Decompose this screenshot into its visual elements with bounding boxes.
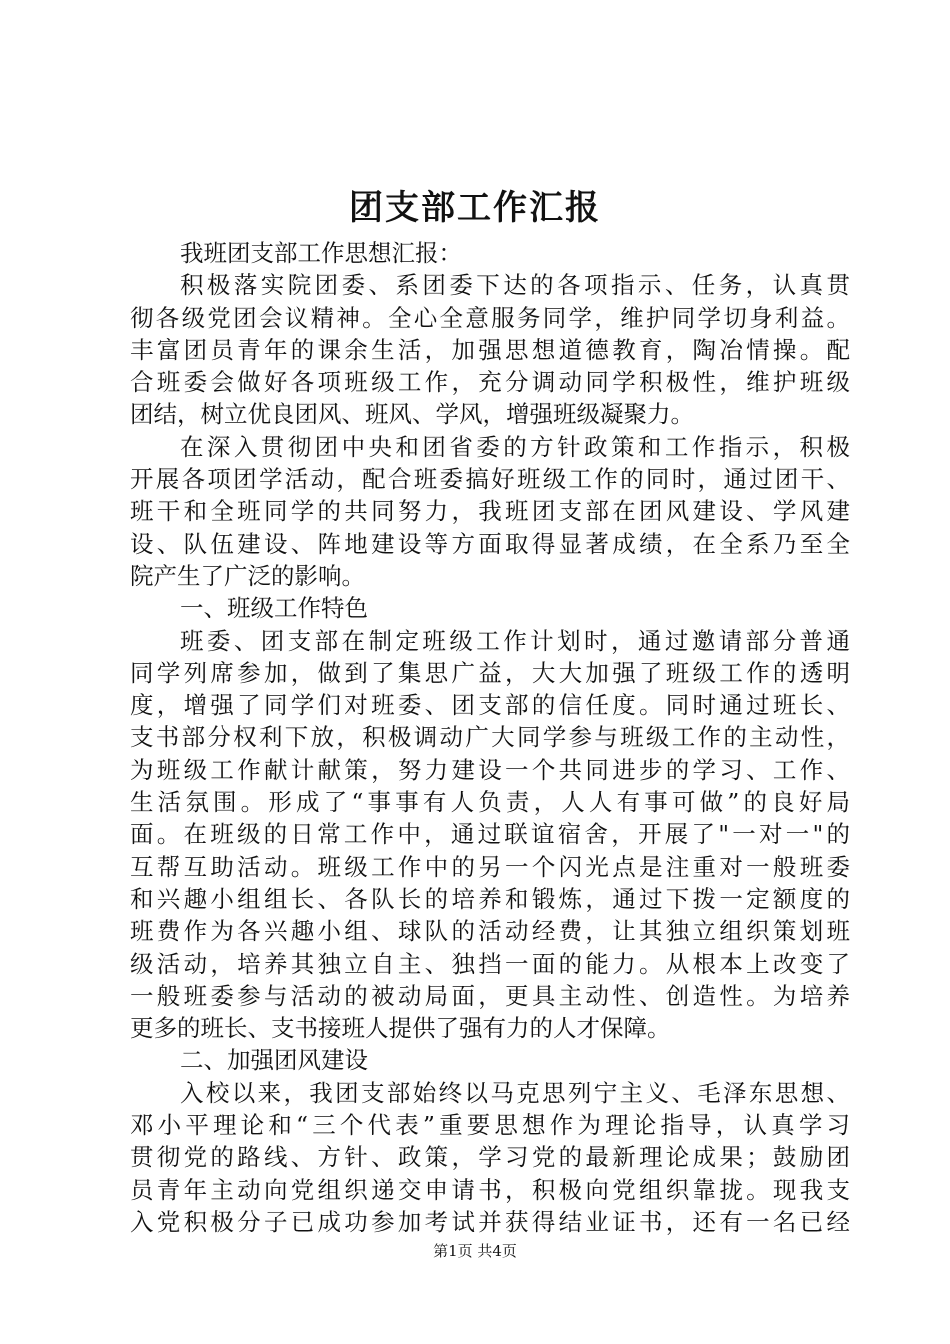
text-line: 设、队伍建设、阵地建设等方面取得显著成绩，在全系乃至全: [130, 529, 850, 558]
text-line: 在深入贯彻团中央和团省委的方针政策和工作指示，积极: [180, 432, 850, 461]
text-line: 一、班级工作特色: [180, 594, 368, 623]
text-line: 邓小平理论和“三个代表”重要思想作为理论指导，认真学习: [130, 1111, 850, 1140]
text-line: 同学列席参加，做到了集思广益，大大加强了班级工作的透明: [130, 658, 850, 687]
page-footer: 第1页 共4页: [433, 1242, 517, 1260]
text-line: 班费作为各兴趣小组、球队的活动经费，让其独立组织策划班: [130, 917, 850, 946]
text-line: 丰富团员青年的课余生活，加强思想道德教育，陶冶情操。配: [130, 335, 850, 364]
text-line: 支书部分权利下放，积极调动广大同学参与班级工作的主动性，: [130, 723, 850, 752]
text-line: 彻各级党团会议精神。全心全意服务同学，维护同学切身利益。: [130, 303, 850, 332]
text-line: 贯彻党的路线、方针、政策，学习党的最新理论成果；鼓励团: [130, 1143, 850, 1172]
text-line: 合班委会做好各项班级工作，充分调动同学积极性，维护班级: [130, 368, 850, 397]
text-line: 入党积极分子已成功参加考试并获得结业证书，还有一名已经: [130, 1207, 850, 1236]
text-line: 为班级工作献计献策，努力建设一个共同进步的学习、工作、: [130, 755, 850, 784]
text-line: 面。在班级的日常工作中，通过联谊宿舍，开展了"一对一"的: [130, 820, 850, 849]
text-line: 入校以来，我团支部始终以马克思列宁主义、毛泽东思想、: [180, 1078, 850, 1107]
text-line: 二、加强团风建设: [180, 1046, 368, 1075]
text-line: 团结，树立优良团风、班风、学风，增强班级凝聚力。: [130, 400, 694, 429]
text-line: 更多的班长、支书接班人提供了强有力的人才保障。: [130, 1014, 671, 1043]
text-line: 积极落实院团委、系团委下达的各项指示、任务，认真贯: [180, 271, 850, 300]
text-line: 员青年主动向党组织递交申请书，积极向党组织靠拢。现我支: [130, 1175, 850, 1204]
text-line: 我班团支部工作思想汇报：: [180, 239, 462, 267]
text-line: 班干和全班同学的共同努力，我班团支部在团风建设、学风建: [130, 497, 850, 526]
text-line: 级活动，培养其独立自主、独挡一面的能力。从根本上改变了: [130, 949, 850, 978]
text-line: 度，增强了同学们对班委、团支部的信任度。同时通过班长、: [130, 691, 850, 720]
text-line: 互帮互助活动。班级工作中的另一个闪光点是注重对一般班委: [130, 852, 850, 881]
text-line: 院产生了广泛的影响。: [130, 561, 365, 590]
document-body: [130, 237, 850, 1238]
text-line: 和兴趣小组组长、各队长的培养和锻炼，通过下拨一定额度的: [130, 884, 850, 913]
text-line: 开展各项团学活动，配合班委搞好班级工作的同时，通过团干、: [130, 465, 850, 494]
text-line: 一般班委参与活动的被动局面，更具主动性、创造性。为培养: [130, 981, 850, 1010]
text-line: 班委、团支部在制定班级工作计划时，通过邀请部分普通: [180, 626, 850, 655]
document-title: 团支部工作汇报: [349, 188, 601, 228]
text-line: 生活氛围。形成了“事事有人负责，人人有事可做”的良好局: [130, 788, 850, 817]
